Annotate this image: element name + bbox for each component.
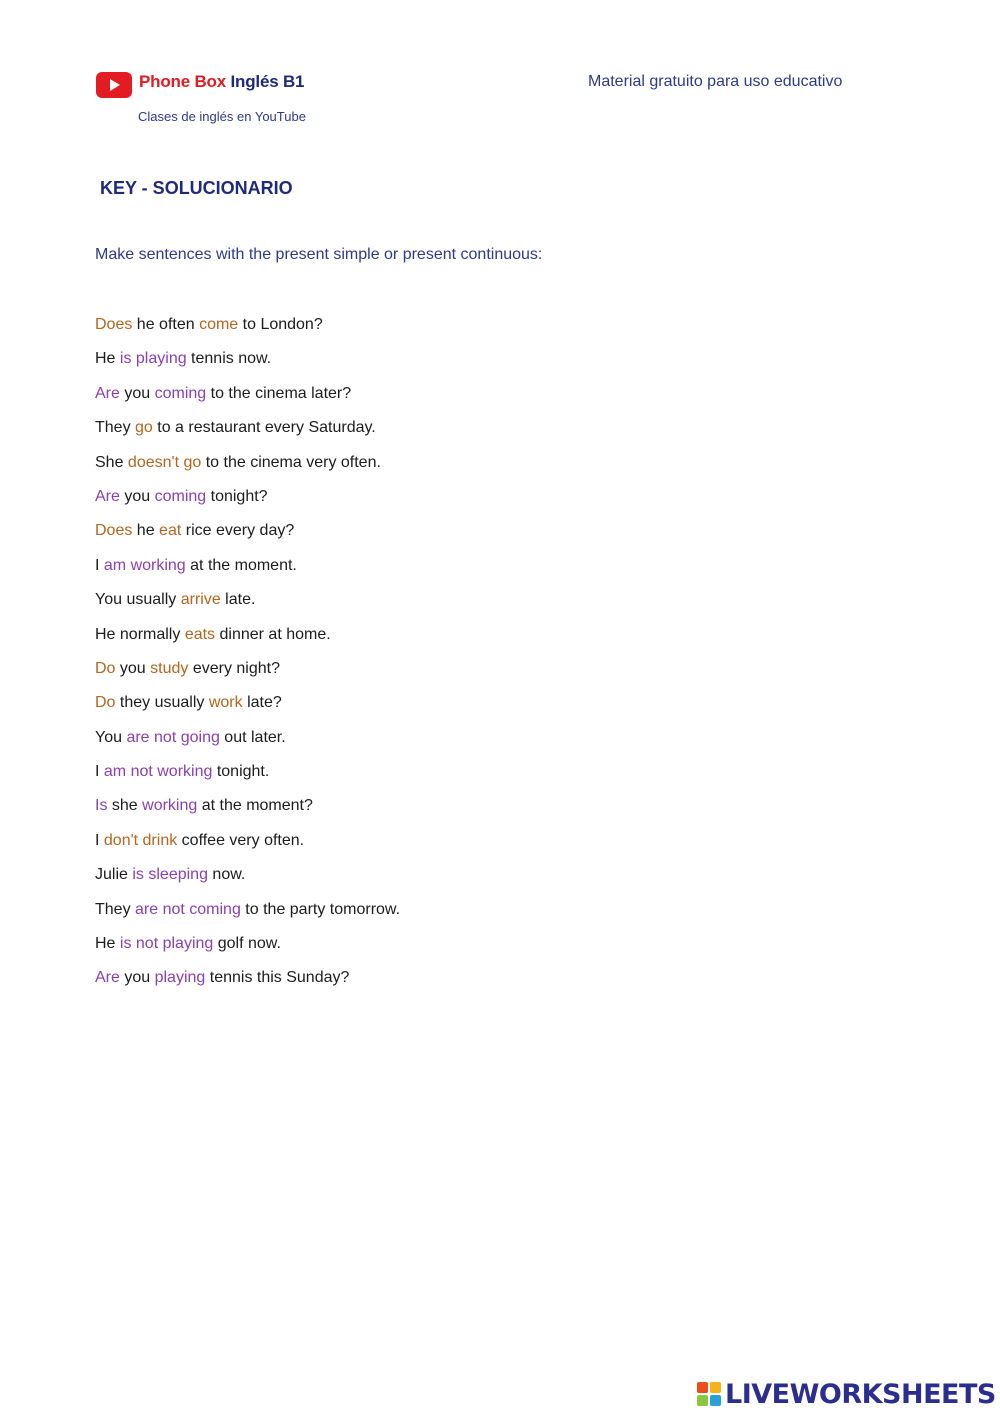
sentence-text: to the party tomorrow. bbox=[240, 900, 401, 918]
sentence-19 bbox=[95, 934, 400, 968]
present-continuous-answer: are not going bbox=[126, 728, 220, 746]
logo-block bbox=[710, 1382, 721, 1393]
sentence-text: to the cinema later? bbox=[206, 384, 352, 402]
sentence-text: I bbox=[95, 831, 104, 849]
sentence-text: tonight? bbox=[206, 487, 268, 505]
present-simple-answer: eat bbox=[159, 522, 182, 540]
present-simple-answer: eats bbox=[184, 625, 216, 643]
brand-phone-box: Phone Box bbox=[139, 72, 226, 91]
present-continuous-answer: coming bbox=[154, 384, 207, 402]
sentence-text: they usually bbox=[115, 694, 209, 712]
present-simple-answer: study bbox=[150, 659, 189, 677]
sentence-text: Julie bbox=[95, 866, 133, 884]
sentence-16 bbox=[95, 831, 400, 865]
brand-subtitle: Clases de inglés en YouTube bbox=[138, 109, 306, 124]
sentence-text: tennis now. bbox=[186, 350, 272, 368]
sentence-8 bbox=[95, 556, 400, 590]
sentence-text: to London? bbox=[238, 316, 323, 333]
sentence-list bbox=[95, 315, 400, 1003]
sentence-text: I bbox=[95, 763, 104, 781]
present-simple-answer: go bbox=[135, 419, 153, 437]
sentence-text: to a restaurant every Saturday. bbox=[152, 419, 376, 437]
sentence-20 bbox=[95, 968, 400, 1002]
present-continuous-answer: playing bbox=[154, 969, 206, 987]
present-simple-answer: doesn't go bbox=[127, 453, 202, 471]
sentence-text: to the cinema very often. bbox=[201, 453, 381, 471]
sentence-text: She bbox=[95, 453, 128, 471]
sentence-2 bbox=[95, 349, 400, 383]
present-continuous-answer: is playing bbox=[119, 350, 187, 368]
sentence-1 bbox=[95, 315, 400, 349]
present-simple-answer: Does bbox=[95, 522, 133, 540]
sentence-text: late? bbox=[242, 694, 282, 712]
instruction-text: Make sentences with the present simple or present continuous: bbox=[95, 246, 543, 263]
sentence-13 bbox=[95, 728, 400, 762]
sentence-text: rice every day? bbox=[181, 522, 295, 540]
sentence-text: he bbox=[132, 522, 160, 540]
sentence-3 bbox=[95, 384, 400, 418]
sentence-text: You usually bbox=[95, 591, 181, 609]
sentence-15 bbox=[95, 796, 400, 830]
liveworksheets-logo-icon bbox=[697, 1382, 721, 1406]
sentence-18 bbox=[95, 900, 400, 934]
sentence-text: dinner at home. bbox=[215, 625, 331, 643]
present-continuous-answer: Are bbox=[95, 487, 120, 505]
present-simple-answer: Do bbox=[95, 694, 116, 712]
present-continuous-answer: Are bbox=[95, 969, 120, 987]
sentence-text: you bbox=[119, 384, 155, 402]
sentence-text: tonight. bbox=[212, 763, 270, 781]
sentence-text: They bbox=[95, 900, 136, 918]
sentence-text: You bbox=[95, 728, 127, 746]
sentence-text: golf now. bbox=[213, 935, 281, 953]
sentence-5 bbox=[95, 453, 400, 487]
sentence-12 bbox=[95, 693, 400, 727]
present-continuous-answer: are not coming bbox=[135, 900, 241, 918]
sentence-text: out later. bbox=[219, 728, 286, 746]
sentence-text: tennis this Sunday? bbox=[205, 969, 350, 987]
sentence-text: you bbox=[115, 659, 151, 677]
logo-block bbox=[697, 1395, 708, 1406]
present-simple-answer: come bbox=[199, 316, 239, 333]
sentence-text: He bbox=[95, 935, 120, 953]
brand-name bbox=[139, 72, 304, 92]
page-title: KEY - SOLUCIONARIO bbox=[100, 178, 293, 198]
sentence-4 bbox=[95, 418, 400, 452]
present-continuous-answer: Are bbox=[95, 384, 120, 402]
sentence-7 bbox=[95, 521, 400, 555]
liveworksheets-watermark bbox=[697, 1377, 996, 1411]
sentence-14 bbox=[95, 762, 400, 796]
present-continuous-answer: coming bbox=[154, 487, 207, 505]
present-continuous-answer: am working bbox=[103, 556, 186, 574]
sentence-text: late. bbox=[220, 591, 256, 609]
present-simple-answer: work bbox=[208, 694, 243, 712]
brand-ingles-b1: Inglés B1 bbox=[230, 72, 305, 91]
logo-block bbox=[710, 1395, 721, 1406]
sentence-text: now. bbox=[207, 866, 246, 884]
sentence-6 bbox=[95, 487, 400, 521]
present-simple-answer: arrive bbox=[180, 591, 221, 609]
sentence-text: at the moment. bbox=[185, 556, 297, 574]
present-continuous-answer: working bbox=[142, 797, 198, 815]
sentence-text: They bbox=[95, 419, 136, 437]
sentence-text: at the moment? bbox=[197, 797, 313, 815]
present-simple-answer: don't drink bbox=[103, 831, 178, 849]
sentence-text: every night? bbox=[188, 659, 280, 677]
sentence-9 bbox=[95, 590, 400, 624]
sentence-text: he often bbox=[132, 316, 200, 333]
present-simple-answer: Do bbox=[95, 659, 116, 677]
header-right-text: Material gratuito para uso educativo bbox=[588, 73, 843, 90]
sentence-text: He bbox=[95, 350, 120, 368]
logo-block bbox=[697, 1382, 708, 1393]
sentence-text: you bbox=[119, 969, 155, 987]
youtube-play-icon bbox=[96, 72, 132, 98]
present-continuous-answer: is sleeping bbox=[132, 866, 208, 884]
sentence-text: she bbox=[107, 797, 143, 815]
liveworksheets-text: LIVEWORKSHEETS bbox=[725, 1378, 996, 1410]
present-continuous-answer: am not working bbox=[103, 763, 213, 781]
sentence-10 bbox=[95, 625, 400, 659]
present-simple-answer: Does bbox=[95, 316, 133, 333]
sentence-text: you bbox=[119, 487, 155, 505]
sentence-text: coffee very often. bbox=[177, 831, 305, 849]
sentence-11 bbox=[95, 659, 400, 693]
sentence-text: I bbox=[95, 556, 104, 574]
present-continuous-answer: is not playing bbox=[119, 935, 214, 953]
sentence-17 bbox=[95, 865, 400, 899]
sentence-text: He normally bbox=[95, 625, 185, 643]
present-continuous-answer: Is bbox=[95, 797, 108, 815]
